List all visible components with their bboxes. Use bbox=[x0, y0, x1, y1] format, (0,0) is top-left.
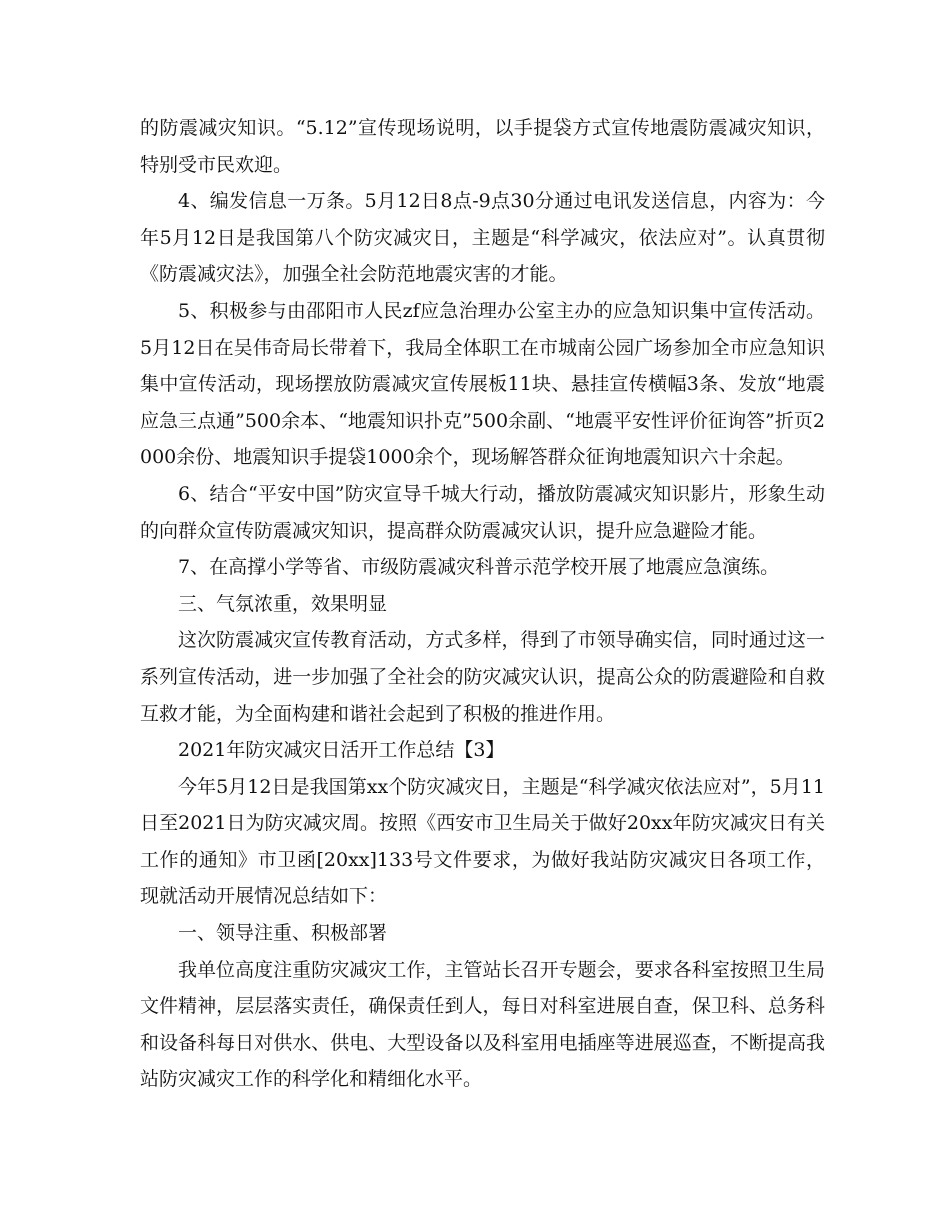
document-body bbox=[140, 110, 825, 1098]
body-paragraph-2: 4、编发信息一万条。5月12日8点-9点30分通过电讯发送信息，内容为：今年5月12日是我国第八个防灾减灾日，主题是“科学减灾，依法应对”。认真贯彻《防震减灾法》，加强全社会防范地震灾害的才能。 bbox=[140, 190, 825, 286]
body-paragraph-6: 这次防震减灾宣传教育活动，方式多样，得到了市领导确实信，同时通过这一系列宣传活动，进一步加强了全社会的防灾减灾认识，提高公众的防震避险和自救互救才能，为全面构建和谐社会起到了积极的推进作用。 bbox=[140, 629, 825, 725]
body-paragraph-4: 6、结合“平安中国”防灾宣导千城大行动，播放防震减灾知识影片，形象生动的向群众宣传防震减灾知识，提高群众防震减灾认识，提升应急避险才能。 bbox=[140, 482, 825, 542]
body-paragraph-7: 今年5月12日是我国第xx个防灾减灾日，主题是“科学减灾依法应对”，5月11日至2021日为防灾减灾周。按照《西安市卫生局关于做好20xx年防灾减灾日有关工作的通知》市卫函[20xx]133号文件要求，为做好我站防灾减灾日各项工作，现就活动开展情况总结如下： bbox=[140, 775, 825, 908]
section-heading-3: 三、气氛浓重，效果明显 bbox=[178, 592, 388, 615]
document-subtitle: 2021年防灾减灾日活开工作总结【3】 bbox=[178, 739, 505, 762]
body-paragraph-1: 的防震减灾知识。“5.12”宣传现场说明，以手提袋方式宣传地震防震减灾知识，特别受市民欢迎。 bbox=[140, 117, 825, 176]
body-paragraph-5: 7、在高撑小学等省、市级防震减灾科普示范学校开展了地震应急演练。 bbox=[178, 556, 780, 579]
body-paragraph-3: 5、积极参与由邵阳市人民zf应急治理办公室主办的应急知识集中宣传活动。5月12日在吴伟奇局长带着下，我局全体职工在市城南公园广场参加全市应急知识集中宣传活动，现场摆放防震减灾宣传展板11块、悬挂宣传横幅3条、发放“地震应急三点通”500余本、“地震知识扑克”500余副、“地震平安性评价征询答”折页2000余份、地震知识手提袋1000余个，现场解答群众征询地震知识六十余起。 bbox=[140, 299, 825, 469]
section-heading-1: 一、领导注重、积极部署 bbox=[178, 922, 388, 945]
body-paragraph-8: 我单位高度注重防灾减灾工作，主管站长召开专题会，要求各科室按照卫生局文件精神，层层落实责任，确保责任到人，每日对科室进展自查，保卫科、总务科和设备科每日对供水、供电、大型设备以及科室用电插座等进展巡查，不断提高我站防灾减灾工作的科学化和精细化水平。 bbox=[140, 958, 825, 1091]
